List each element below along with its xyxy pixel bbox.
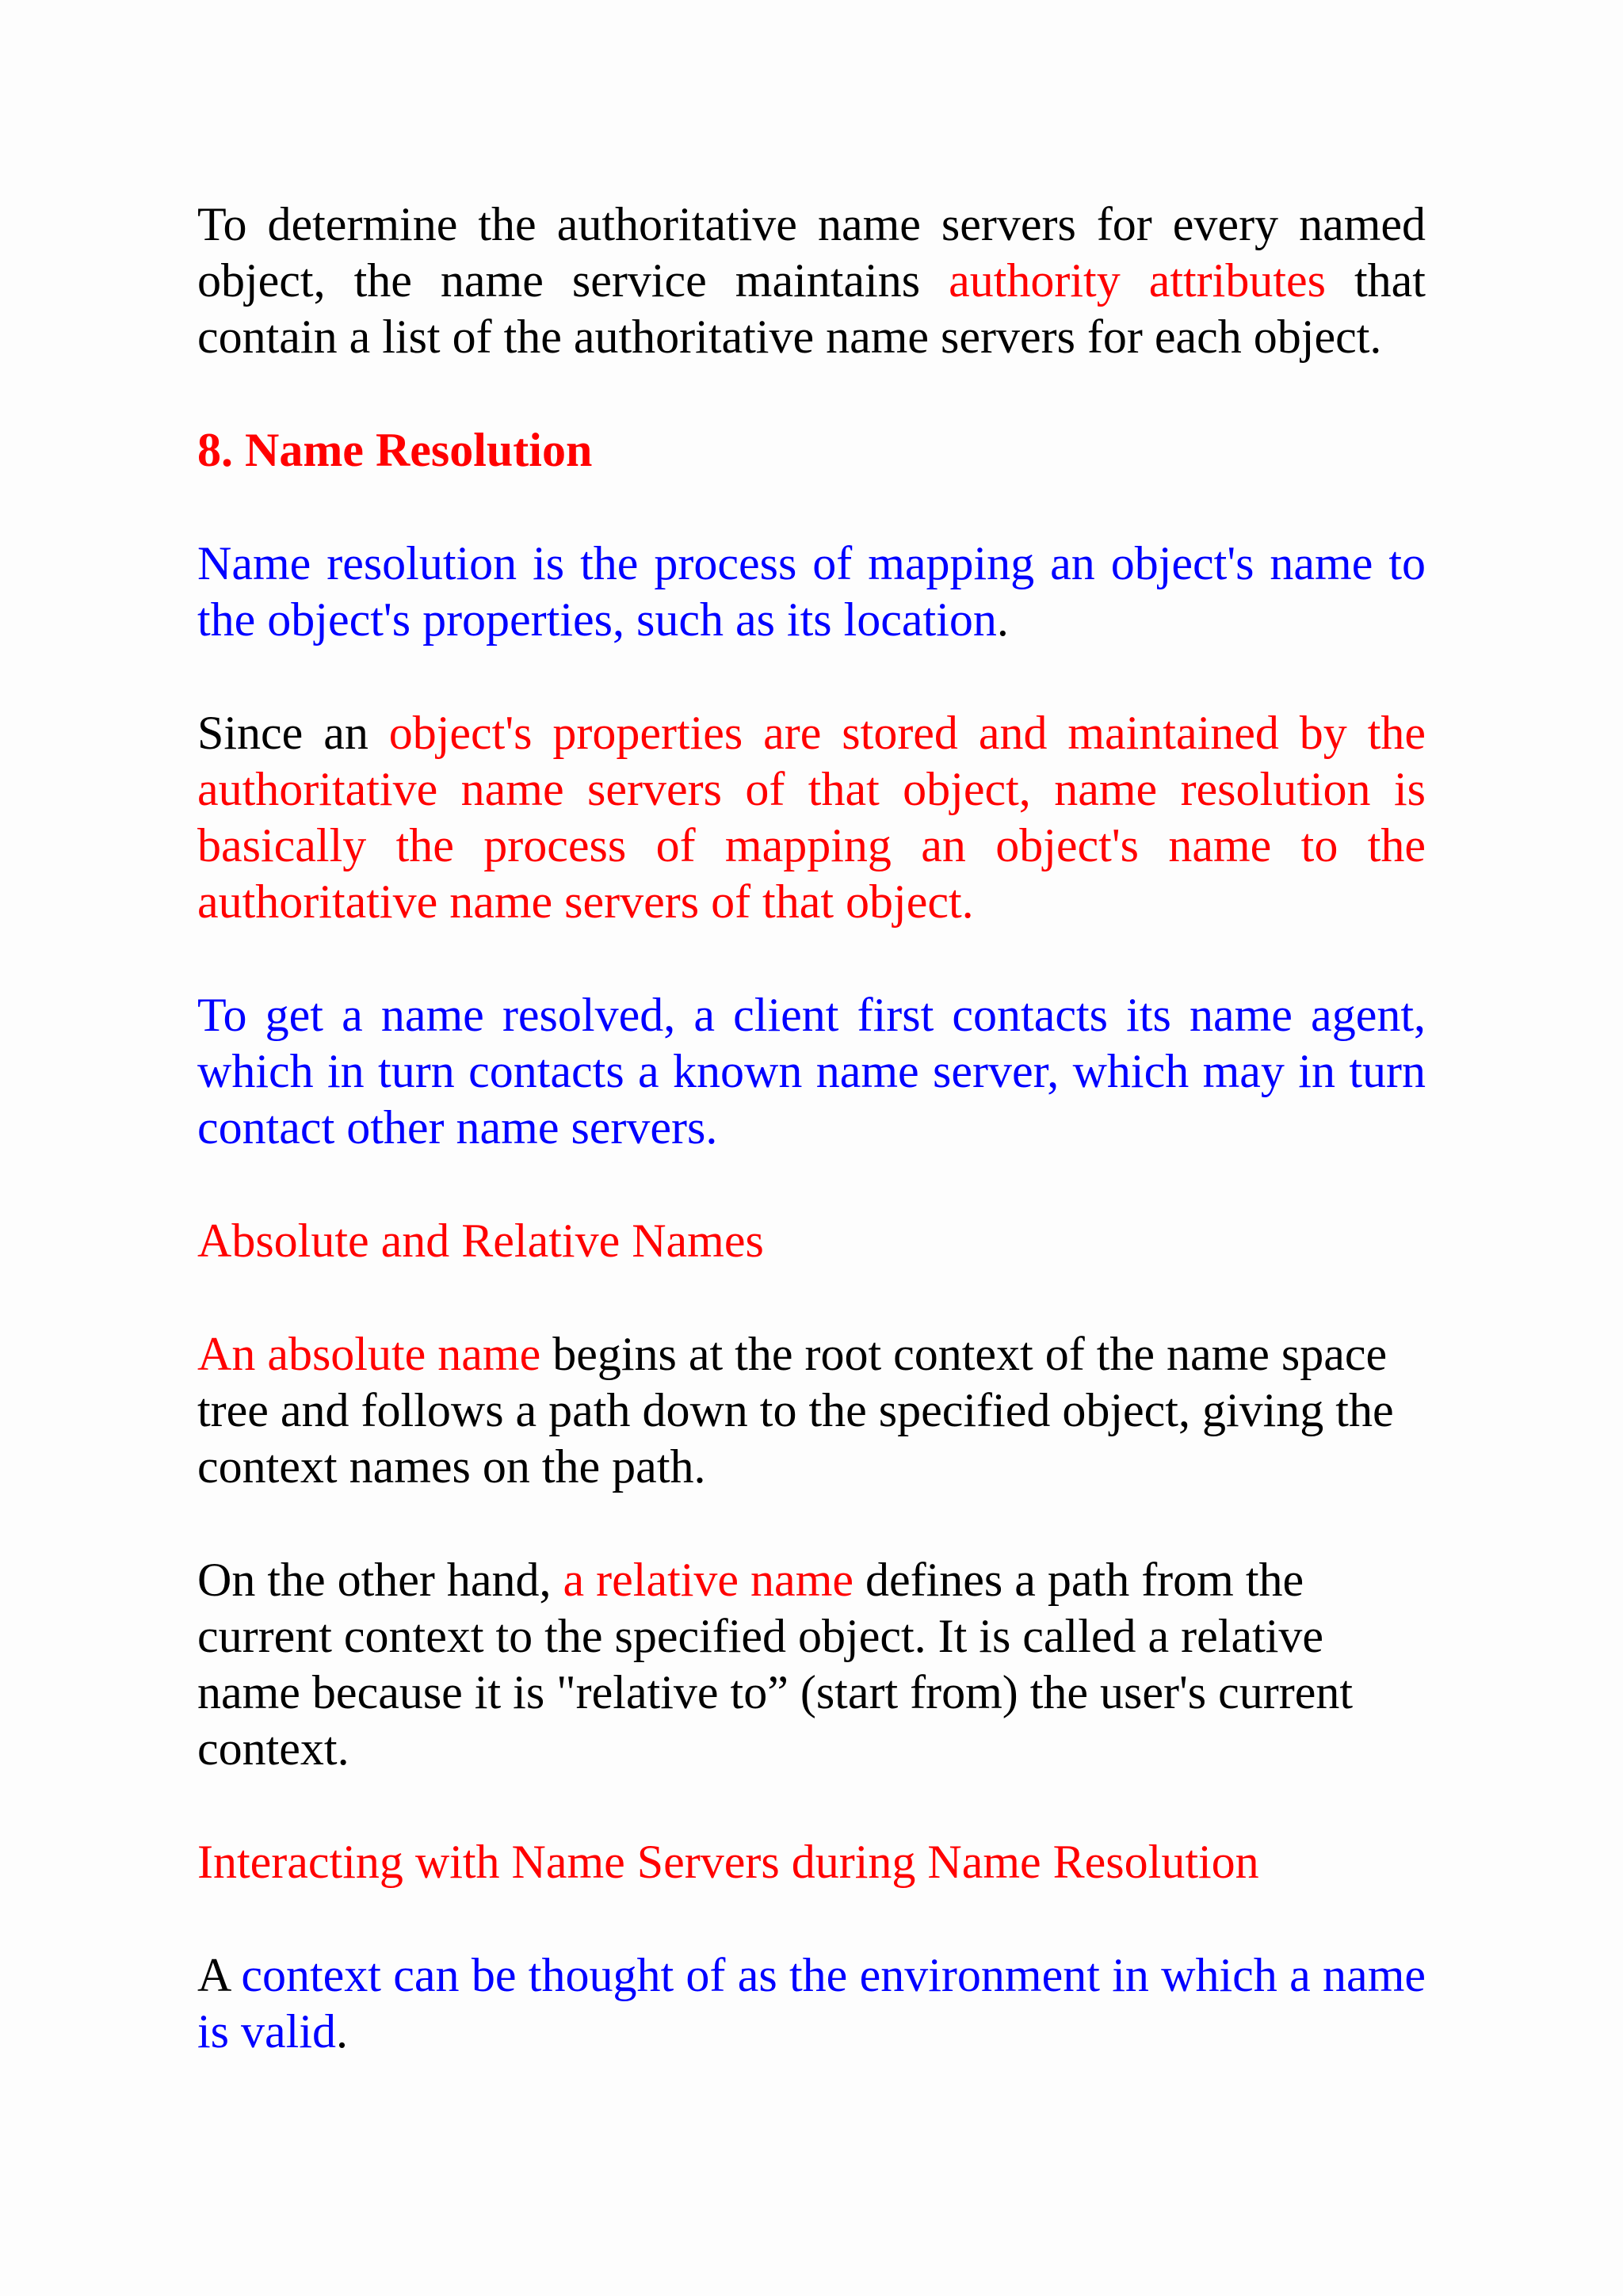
text-segment: that contain a list of the authoritative name servers for each object. <box>197 254 1426 363</box>
subheading-absolute-relative: Absolute and Relative Names <box>197 1215 764 1267</box>
highlight-relative-name: a relative name <box>563 1554 854 1606</box>
text-segment: begins at the root context of the name space tree and follows a path down to the specified object, giving the context names on the path. <box>197 1328 1394 1493</box>
highlight-definition: Name resolution is the process of mapping an object's name to the object's properties, such as its location <box>197 537 1426 646</box>
paragraph-client-resolution <box>197 987 1426 1156</box>
text-segment: A <box>197 1949 242 2001</box>
paragraph-context <box>197 1947 1426 2060</box>
subheading-interacting-name-servers: Interacting with Name Servers during Name Resolution <box>197 1836 1259 1888</box>
paragraph-authority-attributes <box>197 196 1426 365</box>
highlight-object-properties: object's properties are stored and maintained by the authoritative name servers of that object, name resolution is basically the process of mapping an object's name to the authoritative name servers of that object. <box>197 707 1426 928</box>
text-segment: To determine the authoritative name servers for every named object, the name service maintains <box>197 198 1426 307</box>
document-body <box>197 196 1426 2117</box>
paragraph-relative-name <box>197 1552 1426 1777</box>
paragraph-object-properties <box>197 705 1426 930</box>
paragraph-absolute-name <box>197 1326 1426 1495</box>
text-segment: . <box>996 593 1009 646</box>
text-segment: defines a path from the current context to the specified object. It is called a relative name because it is "relative to” (start from) the user's current context. <box>197 1554 1354 1775</box>
text-segment: On the other hand, <box>197 1554 563 1606</box>
highlight-absolute-name: An absolute name <box>197 1328 541 1380</box>
section-heading: 8. Name Resolution <box>197 424 593 476</box>
highlight-context: context can be thought of as the environment in which a name is valid <box>197 1949 1426 2058</box>
highlight-client-resolution: To get a name resolved, a client first contacts its name agent, which in turn contacts a known name server, which may in turn contact other name servers. <box>197 989 1426 1154</box>
paragraph-name-resolution-definition <box>197 536 1426 648</box>
text-segment: . <box>336 2005 348 2058</box>
text-segment: Since an <box>197 707 389 759</box>
highlight-authority-attributes: authority attributes <box>949 254 1326 307</box>
